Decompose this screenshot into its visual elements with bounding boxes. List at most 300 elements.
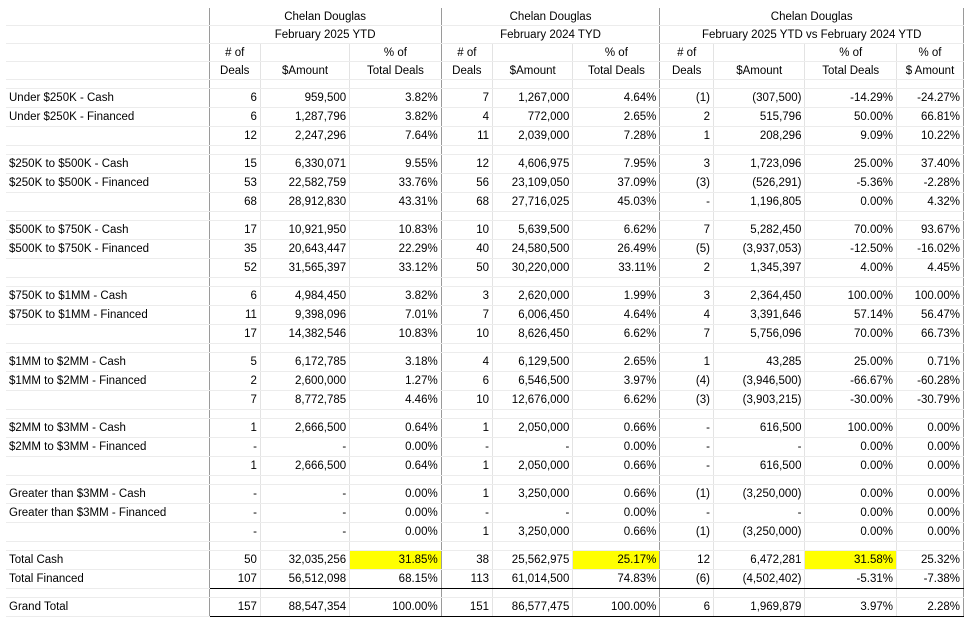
value-cell: 7 — [660, 221, 714, 240]
value-cell: 6.62% — [573, 391, 660, 410]
spacer-cell — [713, 542, 805, 551]
spacer-cell — [260, 476, 349, 485]
value-cell: 0.64% — [350, 457, 442, 476]
spacer-cell — [573, 344, 660, 353]
row-label — [6, 127, 209, 146]
spacer-cell — [493, 146, 573, 155]
spacer-cell — [6, 344, 209, 353]
row-label — [6, 259, 209, 278]
value-cell: 0.00% — [805, 457, 897, 476]
value-cell: 2,364,450 — [713, 287, 805, 306]
value-cell: 0.00% — [805, 485, 897, 504]
value-cell: 50.00% — [805, 108, 897, 127]
value-cell: 6.62% — [573, 325, 660, 344]
header-blank-cell — [6, 26, 209, 44]
spacer-cell — [805, 212, 897, 221]
column-header: % of — [805, 44, 897, 62]
value-cell: -30.00% — [805, 391, 897, 410]
value-cell: 0.00% — [896, 457, 963, 476]
value-cell: 151 — [441, 598, 492, 617]
spacer-cell — [896, 344, 963, 353]
value-cell: 37.40% — [896, 155, 963, 174]
spacer-cell — [260, 278, 349, 287]
header-column-row — [6, 62, 964, 80]
subtotal-row — [6, 127, 964, 146]
total-row — [6, 570, 964, 589]
data-row — [6, 240, 964, 259]
value-cell: 3.82% — [350, 89, 442, 108]
subtotal-row — [6, 457, 964, 476]
value-cell: 31.85% — [350, 551, 442, 570]
value-cell: - — [260, 485, 349, 504]
spacer-cell — [805, 80, 897, 89]
value-cell: - — [260, 523, 349, 542]
spacer-cell — [660, 542, 714, 551]
spacer-cell — [350, 80, 442, 89]
value-cell: 2,666,500 — [260, 457, 349, 476]
value-cell: 107 — [209, 570, 260, 589]
value-cell: -66.67% — [805, 372, 897, 391]
value-cell: 7.64% — [350, 127, 442, 146]
spacer-cell — [350, 146, 442, 155]
header-group-row — [6, 26, 964, 44]
value-cell: 66.81% — [896, 108, 963, 127]
subtotal-row — [6, 391, 964, 410]
spacer-cell — [441, 80, 492, 89]
value-cell: 66.73% — [896, 325, 963, 344]
value-cell: 6,472,281 — [713, 551, 805, 570]
spacer-cell — [660, 212, 714, 221]
column-header: $Amount — [493, 62, 573, 80]
row-label: Under $250K - Cash — [6, 89, 209, 108]
value-cell: 1 — [209, 419, 260, 438]
value-cell: 4.46% — [350, 391, 442, 410]
value-cell: 43.31% — [350, 193, 442, 212]
spacer-cell — [660, 476, 714, 485]
row-label — [6, 457, 209, 476]
value-cell: (4) — [660, 372, 714, 391]
value-cell: 0.00% — [896, 438, 963, 457]
spacer-cell — [493, 278, 573, 287]
spacer-cell — [209, 476, 260, 485]
value-cell: 25.00% — [805, 155, 897, 174]
row-label: Greater than $3MM - Financed — [6, 504, 209, 523]
value-cell: - — [660, 504, 714, 523]
value-cell: 10 — [441, 221, 492, 240]
row-label: Greater than $3MM - Cash — [6, 485, 209, 504]
value-cell: 1,345,397 — [713, 259, 805, 278]
spacer-cell — [350, 542, 442, 551]
column-header — [260, 44, 349, 62]
spacer-cell — [6, 146, 209, 155]
spacer-cell — [573, 278, 660, 287]
spacer-cell — [660, 278, 714, 287]
value-cell: 6,006,450 — [493, 306, 573, 325]
value-cell: 1 — [441, 523, 492, 542]
value-cell: - — [209, 438, 260, 457]
spacer-cell — [209, 542, 260, 551]
spacer-cell — [6, 212, 209, 221]
value-cell: 10.22% — [896, 127, 963, 146]
data-row — [6, 306, 964, 325]
column-header: Deals — [441, 62, 492, 80]
value-cell: -60.28% — [896, 372, 963, 391]
value-cell: 3.18% — [350, 353, 442, 372]
spacer-cell — [805, 278, 897, 287]
value-cell: 7 — [441, 89, 492, 108]
value-cell: -30.79% — [896, 391, 963, 410]
spacer-cell — [896, 589, 963, 598]
value-cell: -24.27% — [896, 89, 963, 108]
value-cell: - — [660, 438, 714, 457]
value-cell: 6.62% — [573, 221, 660, 240]
spacer-cell — [896, 80, 963, 89]
spacer-cell — [713, 80, 805, 89]
column-header: # of — [209, 44, 260, 62]
value-cell: 616,500 — [713, 419, 805, 438]
spacer-cell — [441, 344, 492, 353]
value-cell: 2,247,296 — [260, 127, 349, 146]
value-cell: 30,220,000 — [493, 259, 573, 278]
value-cell: 3.97% — [573, 372, 660, 391]
value-cell: 2.65% — [573, 108, 660, 127]
spacer-cell — [573, 589, 660, 598]
value-cell: 1,723,096 — [713, 155, 805, 174]
value-cell: 0.00% — [805, 193, 897, 212]
value-cell: 5,282,450 — [713, 221, 805, 240]
value-cell: 3,391,646 — [713, 306, 805, 325]
value-cell: 0.00% — [573, 438, 660, 457]
spacer-cell — [573, 476, 660, 485]
spacer-cell — [805, 146, 897, 155]
value-cell: 10.83% — [350, 221, 442, 240]
value-cell: 1 — [660, 353, 714, 372]
value-cell: 53 — [209, 174, 260, 193]
value-cell: 6 — [441, 372, 492, 391]
spacer-row — [6, 410, 964, 419]
spacer-cell — [896, 542, 963, 551]
value-cell: 56,512,098 — [260, 570, 349, 589]
value-cell: 3 — [660, 155, 714, 174]
value-cell: 3 — [660, 287, 714, 306]
total-row — [6, 551, 964, 570]
value-cell: 22.29% — [350, 240, 442, 259]
value-cell: 0.00% — [805, 523, 897, 542]
spacer-cell — [493, 80, 573, 89]
value-cell: 17 — [209, 221, 260, 240]
value-cell: 6,330,071 — [260, 155, 349, 174]
value-cell: 0.00% — [805, 504, 897, 523]
value-cell: - — [660, 193, 714, 212]
value-cell: 2,600,000 — [260, 372, 349, 391]
value-cell: 100.00% — [350, 598, 442, 617]
value-cell: 1 — [441, 457, 492, 476]
sales-report-table — [6, 8, 964, 617]
spacer-cell — [896, 410, 963, 419]
row-label: $250K to $500K - Cash — [6, 155, 209, 174]
value-cell: - — [260, 504, 349, 523]
value-cell: 10,921,950 — [260, 221, 349, 240]
value-cell: 50 — [209, 551, 260, 570]
value-cell: 2,050,000 — [493, 419, 573, 438]
value-cell: - — [660, 419, 714, 438]
value-cell: 0.66% — [573, 457, 660, 476]
column-header: # of — [441, 44, 492, 62]
spacer-cell — [573, 542, 660, 551]
value-cell: (3) — [660, 391, 714, 410]
spacer-cell — [896, 212, 963, 221]
value-cell: 57.14% — [805, 306, 897, 325]
spacer-row — [6, 476, 964, 485]
value-cell: 26.49% — [573, 240, 660, 259]
spacer-cell — [805, 476, 897, 485]
value-cell: 12,676,000 — [493, 391, 573, 410]
spacer-cell — [209, 589, 260, 598]
spacer-cell — [660, 589, 714, 598]
spacer-cell — [573, 212, 660, 221]
spacer-row — [6, 344, 964, 353]
value-cell: (4,502,402) — [713, 570, 805, 589]
value-cell: 113 — [441, 570, 492, 589]
spacer-cell — [6, 278, 209, 287]
value-cell: 6,172,785 — [260, 353, 349, 372]
data-row — [6, 287, 964, 306]
value-cell: (3,903,215) — [713, 391, 805, 410]
spacer-cell — [493, 212, 573, 221]
value-cell: 3,250,000 — [493, 523, 573, 542]
value-cell: 157 — [209, 598, 260, 617]
value-cell: 12 — [209, 127, 260, 146]
spacer-cell — [493, 476, 573, 485]
value-cell: 2,050,000 — [493, 457, 573, 476]
column-header: # of — [660, 44, 714, 62]
value-cell: - — [260, 438, 349, 457]
spacer-cell — [493, 344, 573, 353]
spacer-cell — [6, 80, 209, 89]
value-cell: 7.01% — [350, 306, 442, 325]
value-cell: 25.32% — [896, 551, 963, 570]
spacer-cell — [350, 410, 442, 419]
row-label — [6, 523, 209, 542]
value-cell: 2 — [660, 259, 714, 278]
spacer-cell — [660, 80, 714, 89]
data-row — [6, 485, 964, 504]
value-cell: 23,109,050 — [493, 174, 573, 193]
column-header: % of — [573, 44, 660, 62]
value-cell: -5.31% — [805, 570, 897, 589]
value-cell: 1,287,796 — [260, 108, 349, 127]
value-cell: (3,250,000) — [713, 485, 805, 504]
spacer-cell — [260, 410, 349, 419]
value-cell: (3,946,500) — [713, 372, 805, 391]
value-cell: (1) — [660, 485, 714, 504]
value-cell: - — [493, 438, 573, 457]
row-label: $1MM to $2MM - Financed — [6, 372, 209, 391]
value-cell: 3 — [441, 287, 492, 306]
value-cell: 0.66% — [573, 485, 660, 504]
value-cell: 43,285 — [713, 353, 805, 372]
value-cell: 7 — [209, 391, 260, 410]
header-group-row — [6, 8, 964, 26]
value-cell: 12 — [660, 551, 714, 570]
row-label: $500K to $750K - Financed — [6, 240, 209, 259]
value-cell: 0.00% — [896, 504, 963, 523]
value-cell: 68 — [441, 193, 492, 212]
subtotal-row — [6, 523, 964, 542]
value-cell: (526,291) — [713, 174, 805, 193]
spacer-cell — [350, 278, 442, 287]
value-cell: 31,565,397 — [260, 259, 349, 278]
row-label: $250K to $500K - Financed — [6, 174, 209, 193]
value-cell: 4 — [660, 306, 714, 325]
value-cell: 3.82% — [350, 108, 442, 127]
value-cell: 5,756,096 — [713, 325, 805, 344]
value-cell: 1 — [209, 457, 260, 476]
header-group-title: February 2025 YTD vs February 2024 YTD — [660, 26, 964, 44]
column-header: % of — [896, 44, 963, 62]
spacer-row — [6, 278, 964, 287]
value-cell: 0.00% — [350, 504, 442, 523]
value-cell: 70.00% — [805, 221, 897, 240]
value-cell: (3) — [660, 174, 714, 193]
spacer-cell — [896, 476, 963, 485]
spacer-cell — [441, 476, 492, 485]
column-header: % of — [350, 44, 442, 62]
spacer-cell — [713, 344, 805, 353]
value-cell: - — [209, 504, 260, 523]
value-cell: 0.00% — [805, 438, 897, 457]
value-cell: 616,500 — [713, 457, 805, 476]
spacer-row — [6, 80, 964, 89]
value-cell: -16.02% — [896, 240, 963, 259]
value-cell: 3,250,000 — [493, 485, 573, 504]
value-cell: 0.66% — [573, 523, 660, 542]
value-cell: (3,937,053) — [713, 240, 805, 259]
spacer-cell — [260, 542, 349, 551]
subtotal-row — [6, 259, 964, 278]
spacer-cell — [209, 212, 260, 221]
value-cell: 0.71% — [896, 353, 963, 372]
value-cell: 7.28% — [573, 127, 660, 146]
value-cell: 68.15% — [350, 570, 442, 589]
value-cell: 4 — [441, 353, 492, 372]
header-column-row — [6, 44, 964, 62]
value-cell: 6 — [209, 287, 260, 306]
row-label: $750K to $1MM - Cash — [6, 287, 209, 306]
value-cell: 7 — [660, 325, 714, 344]
value-cell: - — [493, 504, 573, 523]
row-label: $2MM to $3MM - Financed — [6, 438, 209, 457]
value-cell: 0.00% — [350, 485, 442, 504]
column-header: $Amount — [260, 62, 349, 80]
spacer-cell — [441, 278, 492, 287]
spacer-cell — [713, 278, 805, 287]
value-cell: 6 — [660, 598, 714, 617]
spacer-cell — [805, 542, 897, 551]
row-label: Grand Total — [6, 598, 209, 617]
value-cell: 10.83% — [350, 325, 442, 344]
value-cell: - — [209, 485, 260, 504]
value-cell: 33.76% — [350, 174, 442, 193]
value-cell: 33.12% — [350, 259, 442, 278]
header-group-title: February 2024 TYD — [441, 26, 660, 44]
value-cell: 50 — [441, 259, 492, 278]
spacer-cell — [660, 146, 714, 155]
value-cell: (5) — [660, 240, 714, 259]
value-cell: 2,666,500 — [260, 419, 349, 438]
spacer-cell — [260, 80, 349, 89]
value-cell: 4,606,975 — [493, 155, 573, 174]
value-cell: 2,620,000 — [493, 287, 573, 306]
value-cell: 38 — [441, 551, 492, 570]
header-group-title: Chelan Douglas — [660, 8, 964, 26]
spacer-cell — [573, 410, 660, 419]
value-cell: 11 — [209, 306, 260, 325]
value-cell: - — [660, 457, 714, 476]
spacer-cell — [805, 344, 897, 353]
value-cell: 24,580,500 — [493, 240, 573, 259]
value-cell: 100.00% — [805, 419, 897, 438]
spacer-cell — [805, 589, 897, 598]
value-cell: 0.00% — [896, 419, 963, 438]
value-cell: 0.00% — [350, 438, 442, 457]
header-blank-cell — [6, 62, 209, 80]
spacer-cell — [209, 344, 260, 353]
spacer-cell — [573, 146, 660, 155]
value-cell: 3.82% — [350, 287, 442, 306]
spacer-cell — [209, 410, 260, 419]
value-cell: 40 — [441, 240, 492, 259]
value-cell: 32,035,256 — [260, 551, 349, 570]
spacer-row — [6, 542, 964, 551]
spacer-cell — [209, 80, 260, 89]
spacer-cell — [209, 146, 260, 155]
spacer-cell — [660, 410, 714, 419]
spacer-row — [6, 589, 964, 598]
value-cell: 9,398,096 — [260, 306, 349, 325]
value-cell: 35 — [209, 240, 260, 259]
data-row — [6, 221, 964, 240]
spacer-cell — [660, 344, 714, 353]
value-cell: 4 — [441, 108, 492, 127]
spacer-cell — [209, 278, 260, 287]
value-cell: 14,382,546 — [260, 325, 349, 344]
value-cell: 0.00% — [573, 504, 660, 523]
value-cell: 2.65% — [573, 353, 660, 372]
value-cell: 10 — [441, 325, 492, 344]
value-cell: 27,716,025 — [493, 193, 573, 212]
value-cell: -2.28% — [896, 174, 963, 193]
spacer-cell — [6, 476, 209, 485]
value-cell: 1 — [660, 127, 714, 146]
column-header: Total Deals — [573, 62, 660, 80]
value-cell: (1) — [660, 523, 714, 542]
spacer-row — [6, 146, 964, 155]
value-cell: (307,500) — [713, 89, 805, 108]
spacer-cell — [441, 212, 492, 221]
value-cell: 2 — [209, 372, 260, 391]
value-cell: 56 — [441, 174, 492, 193]
spacer-cell — [441, 542, 492, 551]
header-group-title: Chelan Douglas — [209, 8, 441, 26]
value-cell: 6,129,500 — [493, 353, 573, 372]
data-row — [6, 438, 964, 457]
value-cell: 25.00% — [805, 353, 897, 372]
row-label: $500K to $750K - Cash — [6, 221, 209, 240]
value-cell: 74.83% — [573, 570, 660, 589]
spacer-cell — [573, 80, 660, 89]
column-header: $ Amount — [896, 62, 963, 80]
